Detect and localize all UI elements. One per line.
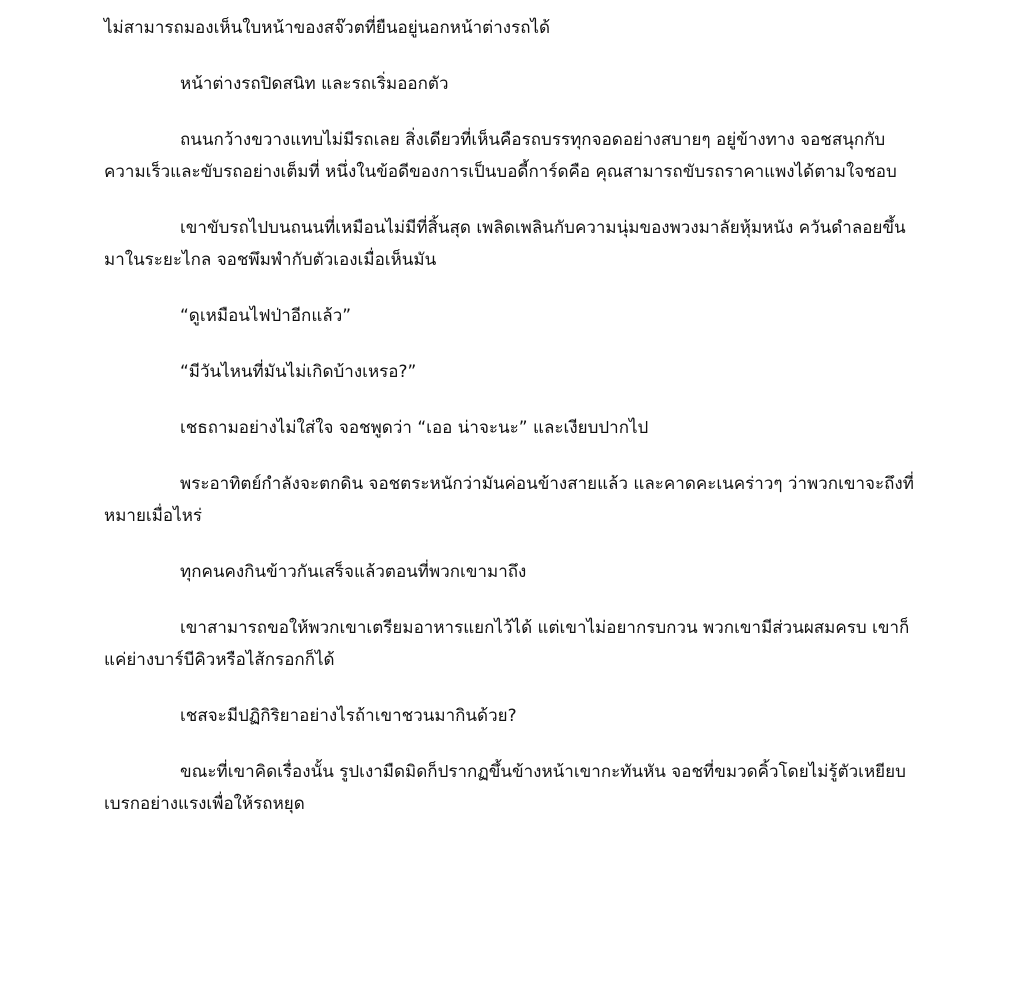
paragraph-9: ทุกคนคงกินข้าวกันเสร็จแล้วตอนที่พวกเขามาถึง: [180, 562, 527, 582]
paragraph-10: เขาสามารถขอให้พวกเขาเตรียมอาหารแยกไว้ได้ แต่เขาไม่อยากรบกวน พวกเขามีส่วนผสมครบ เขาก็แค่ย่างบาร์บีคิวหรือไส้กรอกก็ได้: [104, 618, 910, 670]
document-body: [104, 12, 924, 820]
paragraph-3: ถนนกว้างขวางแทบไม่มีรถเลย สิ่งเดียวที่เห็นคือรถบรรทุกจอดอย่างสบายๆ อยู่ข้างทาง จอชสนุกกับความเร็วและขับรถอย่างเต็มที่ หนึ่งในข้อดีของการเป็นบอดี้การ์ดคือ คุณสามารถขับรถราคาแพงได้ตามใจชอบ: [104, 130, 897, 182]
paragraph-7: เชธถามอย่างไม่ใส่ใจ จอชพูดว่า “เออ น่าจะนะ” และเงียบปากไป: [180, 418, 649, 438]
paragraph-8: พระอาทิตย์กำลังจะตกดิน จอชตระหนักว่ามันค่อนข้างสายแล้ว และคาดคะเนคร่าวๆ ว่าพวกเขาจะถึงที่หมายเมื่อไหร่: [104, 474, 914, 526]
paragraph-6: “มีวันไหนที่มันไม่เกิดบ้างเหรอ?”: [180, 362, 417, 382]
paragraph-11: เชสจะมีปฏิกิริยาอย่างไรถ้าเขาชวนมากินด้วย?: [180, 706, 517, 726]
paragraph-2: หน้าต่างรถปิดสนิท และรถเริ่มออกตัว: [180, 74, 449, 94]
paragraph-5: “ดูเหมือนไฟป่าอีกแล้ว”: [180, 306, 352, 326]
paragraph-1: ไม่สามารถมองเห็นใบหน้าของสจ๊วตที่ยืนอยู่นอกหน้าต่างรถได้: [104, 18, 551, 38]
paragraph-12: ขณะที่เขาคิดเรื่องนั้น รูปเงามืดมิดก็ปรากฏขึ้นข้างหน้าเขากะทันหัน จอชที่ขมวดคิ้วโดยไม่รู้ตัวเหยียบเบรกอย่างแรงเพื่อให้รถหยุด: [104, 762, 906, 814]
paragraph-4: เขาขับรถไปบนถนนที่เหมือนไม่มีที่สิ้นสุด เพลิดเพลินกับความนุ่มของพวงมาลัยหุ้มหนัง ควันดำลอยขึ้นมาในระยะไกล จอชพึมพำกับตัวเองเมื่อเห็นมัน: [104, 218, 906, 270]
